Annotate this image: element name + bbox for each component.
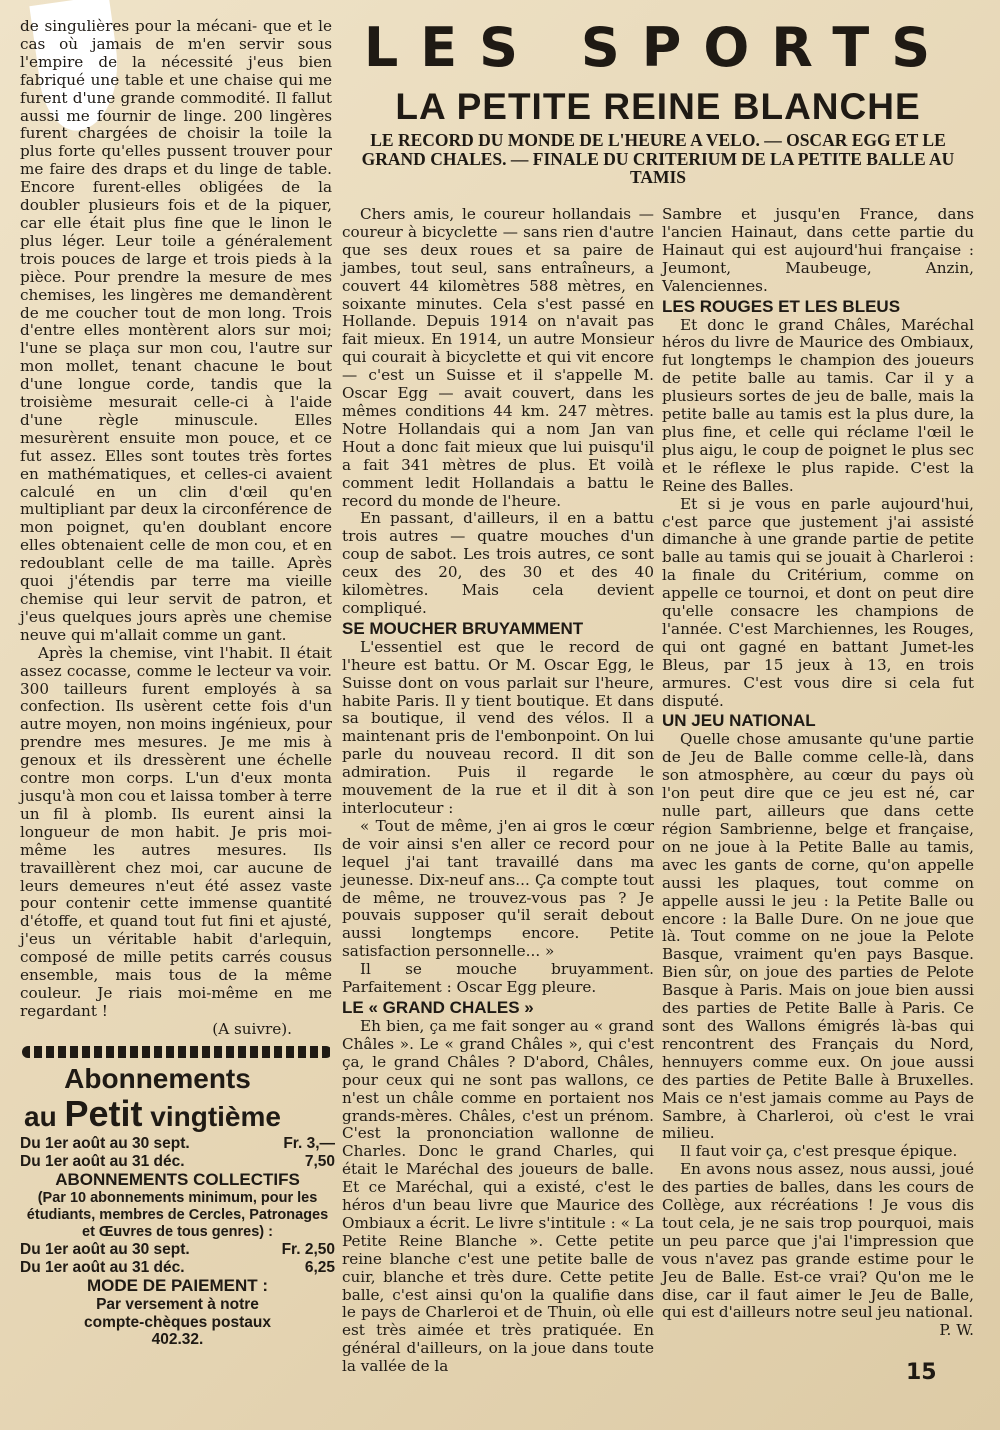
payment-account: 402.32. xyxy=(151,1331,204,1348)
rate-row xyxy=(20,1135,335,1153)
subheading: UN JEU NATIONAL xyxy=(662,711,816,731)
rate-price: 7,50 xyxy=(304,1152,335,1170)
subheading: LES ROUGES ET LES BLEUS xyxy=(662,296,901,316)
article-subtitle: LE RECORD DU MONDE DE L'HEURE A VELO. — OSCAR EGG ET LE GRAND CHALES. — FINALE DU CRITERIUM DE LA PETITE BALLE AU TAMIS xyxy=(361,130,955,187)
article-paragraph: Quelle chose amusante qu'une partie de Jeu de Balle comme celle-là, dans son atmosphère, au cœur du pays où l'on peut dire que ce jeu est né, car nulle part, ailleurs que dans cette région Sambrienne, belge et française, on ne joue à la Petite Balle au tamis, avec les gants de corne, qu'on appelle aussi les plaques, tout comme on appelle aussi le jeu : la Petite Balle ou encore : la Balle Dure. On ne joue que là. Tout comme on ne joue la Pelote Basque, vraiment qu'en pays Basque. Bien sûr, on joue des parties de Pelote Basque à Paris. Mais on joue bien aussi des parties de Petite Balle à Paris. Ce sont des Wallons émigrés là-bas qui rencontrent des Français du Nord, hennuyers comme eux. On joue aussi des parties de Petite Balle à Bruxelles. Mais ce n'est jamais comme au Pays de Sambre, à Charleroi, où c'est le vrai milieu. xyxy=(662,730,974,1143)
article-paragraph: Chers amis, le coureur hollandais — coureur à bicyclette — sans rien d'autre que ses deux roues et sa paire de jambes, tout seul, sans entraîneurs, a couvert 44 kilomètres 588 mètres, en soixante minutes. Cela s'est passé en Hollande. Depuis 1914 on n'avait pas fait mieux. En 1914, un autre Monsieur qui courait à bicyclette et qui vit encore — c'est un Suisse et il s'appelle M. Oscar Egg — avait couvert, dans les mêmes conditions 44 km. 247 mètres. Notre Hollandais qui a nom Jan van Hout a donc fait mieux que lui puisqu'il a fait 341 mètres de plus. Et voilà comment ledit Hollandais a battu le record du monde de l'heure. xyxy=(342,205,654,510)
middle-column xyxy=(342,206,654,1376)
left-paragraph: Après la chemise, vint l'habit. Il était assez cocasse, comme le lecteur va voir. 300 tailleurs furent employés à sa confection. Ils usèrent cette fois d'un autre moyen, non moins ingénieux, pour prendre mes mesures. Je me mis à genoux et ils dressèrent une échelle contre mon corps. L'un d'eux monta jusqu'à mon cou et laissa tomber à terre un fil à plomb. Ils eurent ainsi la longueur de mon habit. Je pris moi-même les autres mesures. Ils travaillèrent chez moi, car aucune de leurs demeures n'eut été assez vaste pour contenir cette immense quantité d'étoffe, et quand tout fut fini et ajusté, j'eus un véritable habit d'arlequin, composé de mille petits carrés cousus ensemble, mais tous de la même couleur. Je riais moi-même en me regardant ! xyxy=(20,643,332,1020)
rate-label: Du 1er août au 31 déc. xyxy=(20,1152,185,1170)
article-paragraph xyxy=(662,1160,974,1340)
rate-row xyxy=(20,1241,335,1259)
rate-price: Fr. 2,50 xyxy=(281,1241,335,1258)
right-column xyxy=(662,206,974,1340)
title-word-au: au xyxy=(24,1101,57,1132)
title-word-vingtieme: vingtième xyxy=(150,1101,281,1132)
payment-line: Par versement à notre xyxy=(96,1296,259,1313)
subheading: SE MOUCHER BRUYAMMENT xyxy=(342,618,584,638)
left-column xyxy=(20,18,332,1039)
collective-title: ABONNEMENTS COLLECTIFS xyxy=(55,1170,300,1189)
article-paragraph: L'essentiel est que le record de l'heure est battu. Or M. Oscar Egg, le Suisse dont on vous parlait sur l'heure, habite Paris. Il y tient boutique. Et dans sa boutique, il vend des vélos. Il a maintenant pris de l'embonpoint. On lui parle du nouveau record. Il dit son admiration. Puis il regarde le mouvement de la rue et il dit à son interlocuteur : xyxy=(342,637,654,817)
title-word-petit: Petit xyxy=(64,1093,143,1134)
article-paragraph: Sambre et jusqu'en France, dans l'ancien Hainaut, dans cette partie du Hainaut qui est aujourd'hui française : Jeumont, Maubeuge, Anzin, Valenciennes. xyxy=(662,205,974,295)
payment-title: MODE DE PAIEMENT : xyxy=(86,1276,269,1295)
author-signature: P. W. xyxy=(939,1321,974,1340)
article-paragraph: « Tout de même, j'en ai gros le cœur de voir ainsi s'en aller ce record pour lequel j'ai tant travaillé dans ma jeunesse. Dix-neuf ans... Ça compte tout de même, ne trouvez-vous pas ? Je pouvais supposer qu'il serait debout aussi longtemps encore. Petite satisfaction personnelle... » xyxy=(342,816,654,961)
article-paragraph: Il se mouche bruyamment. Parfaitement : Oscar Egg pleure. xyxy=(342,960,654,997)
article-title: LA PETITE REINE BLANCHE xyxy=(395,86,921,127)
decorative-divider xyxy=(22,1046,332,1058)
subscription-box xyxy=(20,1062,335,1349)
collective-note: (Par 10 abonnements minimum, pour les étudiants, membres de Cercles, Patronages et Œuvres de tous genres) : xyxy=(26,1190,329,1240)
subscription-title-line2 xyxy=(20,1093,335,1135)
to-follow-note: (A suivre). xyxy=(212,1019,292,1038)
article-paragraph: En passant, d'ailleurs, il en a battu trois autres — quatre mouches d'un coup de sabot. Les trois autres, ce sont ceux des 20, des 30 et des 40 kilomètres. Mais cela devient compliqué. xyxy=(342,509,654,617)
section-title: LES SPORTS xyxy=(363,16,953,79)
article-paragraph: Il faut voir ça, c'est presque épique. xyxy=(680,1142,958,1161)
rate-price: Fr. 3,— xyxy=(283,1135,335,1152)
article-paragraph: Et donc le grand Châles, Maréchal héros du livre de Maurice des Ombiaux, fut longtemps le champion des joueurs de petite balle au tamis. Car il y a plusieurs sortes de jeu de balle, mais la petite balle au tamis est la plus dure, la plus fine, et celle qui réclame l'œil le plus aigu, le coup de poignet le plus sec et le réflexe le plus rapide. C'est la Reine des Balles. xyxy=(662,315,974,495)
page-number: 15 xyxy=(906,1360,937,1385)
rate-label: Du 1er août au 30 sept. xyxy=(20,1241,190,1258)
article-paragraph: Eh bien, ça me fait songer au « grand Châles ». Le « grand Châles », qui c'est ça, le grand Châles ? D'abord, Châles, pour ceux qui ne sont pas wallons, ce n'est un châle comme en portaient nos grands-mères. Châles, c'est un prénom. C'est la prononciation wallonne de Charles. Donc le grand Charles, qui était le Maréchal des joueurs de balle. Et ce Maréchal, qui a existé, c'est le héros d'un beau livre que Maurice des Ombiaux a écrit. Le livre s'intitule : « La Petite Reine Blanche ». Cette petite reine blanche c'est une petite balle de cuir, blanche et très dure. Cette petite balle, c'est ainsi qu'on la qualifie dans le pays de Charleroi et de Thuin, où elle est très aimée et très pratiquée. En général d'ailleurs, on la joue dans toute la vallée de la xyxy=(342,1016,654,1376)
article-paragraph-text: En avons nous assez, nous aussi, joué des parties de balles, dans les cours de Collège, aux récréations ! Je vous dis tout cela, je ne sais trop pourquoi, mais un peu parce que j'ai l'impression que vous n'avez pas grande estime pour le Jeu de Balle. Est-ce vrai? Qu'on me le dise, car il faut aimer le Jeu de Balle, qui est d'ailleurs notre seul jeu national. xyxy=(662,1160,974,1322)
rate-price: 6,25 xyxy=(304,1258,335,1276)
rate-row xyxy=(20,1153,335,1171)
payment-line: compte-chèques postaux xyxy=(84,1313,271,1331)
rate-row xyxy=(20,1259,335,1277)
article-paragraph: Et si je vous en parle aujourd'hui, c'est parce que justement j'ai assisté dimanche à une grande partie de petite balle au tamis qui se jouait à Charleroi : la finale du Critérium, comme on appelle ce tournoi, et dont on peut dire qu'elle consacre les champions de l'année. C'est Marchiennes, les Rouges, qui ont gagné en battant Jumet-les Bleus, par 15 jeux à 13, en trois armures. C'est vous dire si cela fut disputé. xyxy=(662,494,974,710)
rate-label: Du 1er août au 30 sept. xyxy=(20,1135,190,1152)
subheading: LE « GRAND CHALES » xyxy=(342,997,534,1017)
left-paragraph: de singulières pour la mécani- que et le cas où jamais de m'en servir sous l'empire de la nécessité j'eus bien fabriqué une table et une chaise qui me furent d'une grande commodité. Il fallut aussi me fournir de linge. 200 lingères furent chargées de choisir la toile la plus forte qu'elles pussent trouver pour me faire des draps et du linge de table. Encore furent-elles obligées de la doubler plusieurs fois et de la piquer, car elle était plus fine que le linon le plus léger. Leur toile a généralement trois pouces de large et trois pieds à la pièce. Pour prendre la mesure de mes chemises, les lingères me demandèrent de me coucher tout de mon long. Trois d'entre elles montèrent alors sur moi; l'une se plaça sur mon cou, l'autre sur mon mollet, tenant chacune le bout d'une longue corde, tandis que la troisième mesurait celle-ci à l'aide d'une règle minuscule. Elles mesurèrent ensuite mon pouce, et ce fut assez. Elles sont toutes très fortes en mathématiques, et celles-ci avaient calculé en un clin d'œil qu'en multipliant par deux la circonférence de mon poignet, qu'en doublant encore elles obtenaient celle de mon cou, et en redoublant celle de ma taille. Après quoi j'étendis par terre ma vieille chemise qui leur servit de patron, et j'eus quelques jours après une chemise neuve qui m'allait comme un gant. xyxy=(20,17,332,644)
rate-label: Du 1er août au 31 déc. xyxy=(20,1258,185,1276)
subscription-title: Abonnements xyxy=(64,1063,251,1094)
